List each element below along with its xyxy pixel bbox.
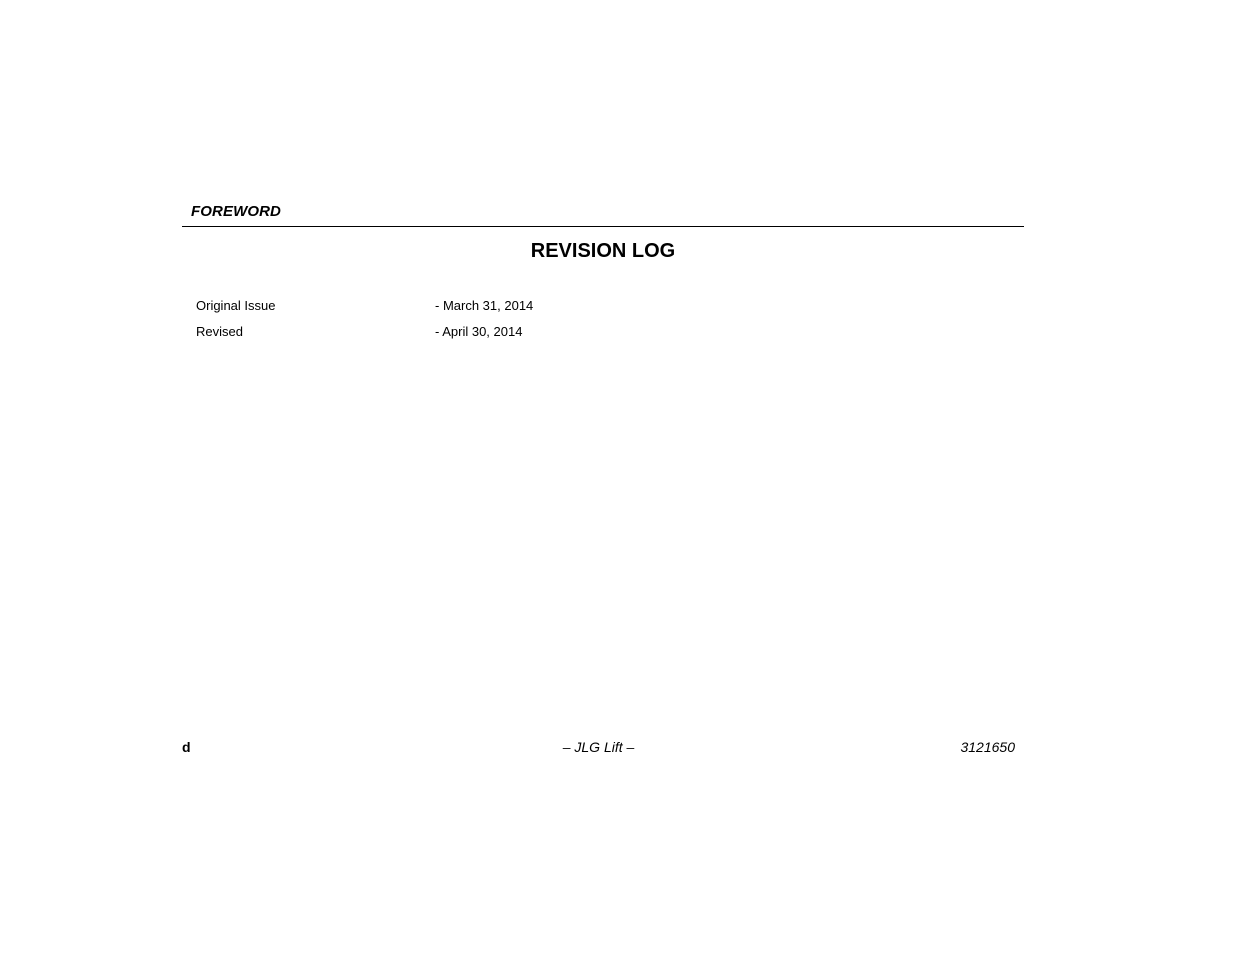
document-number: 3121650 — [960, 739, 1015, 755]
revision-date: - March 31, 2014 — [435, 298, 534, 313]
revision-label: Revised — [196, 324, 243, 339]
page-title: REVISION LOG — [530, 240, 676, 262]
revision-log-table — [196, 296, 796, 348]
page-footer — [182, 739, 1015, 759]
revision-date: - April 30, 2014 — [435, 324, 523, 339]
page-number: d — [182, 739, 191, 755]
revision-label: Original Issue — [196, 298, 276, 313]
header-rule — [182, 226, 1024, 227]
section-header: FOREWORD — [191, 203, 281, 220]
footer-brand: – JLG Lift – — [562, 739, 635, 755]
revision-row — [196, 296, 796, 322]
revision-row — [196, 322, 796, 348]
